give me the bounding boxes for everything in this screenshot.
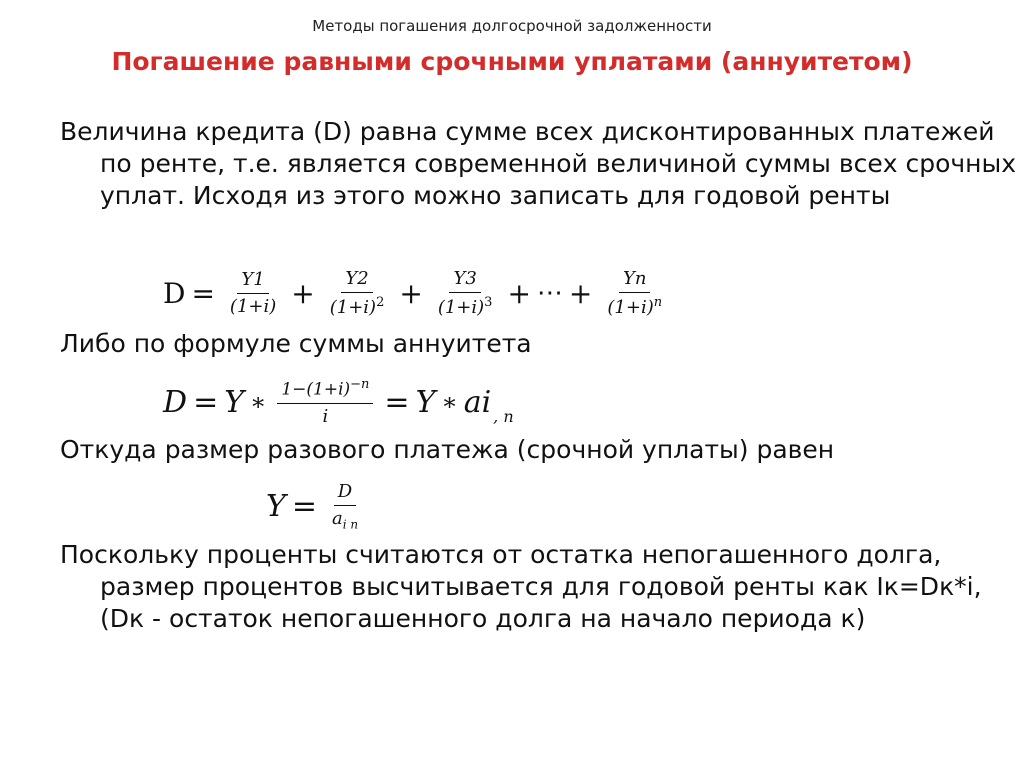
formula2-times-1: ∗ (250, 388, 267, 416)
term3-exponent: 3 (484, 295, 493, 310)
formula1-plus-3: + (507, 276, 531, 310)
term2-denominator: (1+i) (329, 297, 377, 318)
termn-denominator: (1+i) (607, 297, 654, 318)
formula3-lhs: Y (266, 488, 286, 524)
formula3-equals: = (291, 488, 317, 524)
formula2-equals: = (193, 384, 219, 420)
paragraph-annuity-formula: Либо по формуле суммы аннуитета (60, 329, 532, 358)
formula1-plus-2: + (399, 276, 423, 310)
paragraph-interest: Поскольку проценты считаются от остатка непогашенного долга, размер процентов высчитывается для годовой ренты как Iк=Dк*i, (Dк - остаток непогашенного долга на начало периода к) (60, 540, 982, 633)
formula2-numerator-exponent: −n (350, 377, 370, 393)
slide-title: Погашение равными срочными уплатами (аннуитетом) (111, 47, 913, 76)
formula2-y: Y (224, 384, 245, 420)
formula2-y-2: Y (415, 384, 436, 420)
formula-discounted-sum (163, 258, 671, 328)
formula2-fraction (277, 377, 373, 427)
formula-annuity (163, 366, 514, 438)
termn-exponent: n (653, 295, 663, 310)
formula2-times-2: ∗ (441, 388, 458, 416)
formula2-equals-2: = (384, 384, 410, 420)
formula3-fraction (328, 481, 362, 532)
term1-denominator: (1+i) (229, 296, 277, 317)
termn-numerator: Yn (619, 268, 650, 293)
formula2-ai-subscript: , n (493, 406, 514, 426)
paragraph-loan-definition: Величина кредита (D) равна сумме всех дисконтированных платежей по ренте, т.е. является современной величиной суммы всех срочных уплат. Исходя из этого можно записать для годовой ренты (60, 117, 1017, 210)
formula1-lhs: D (163, 276, 186, 310)
formula1-equals: = (191, 276, 215, 310)
formula1-ellipsis: ⋯ (536, 278, 563, 308)
formula-payment (266, 474, 367, 538)
formula2-ai: ai (463, 384, 492, 420)
formula1-term-n (603, 268, 666, 318)
formula3-denominator-subscript: i n (342, 517, 359, 532)
formula1-term-3 (434, 268, 497, 318)
formula1-plus-1: + (291, 276, 315, 310)
term1-numerator: Y1 (237, 269, 268, 294)
paragraph-single-payment: Откуда размер разового платежа (срочной уплаты) равен (60, 435, 835, 464)
term3-denominator: (1+i) (437, 297, 485, 318)
term3-numerator: Y3 (449, 268, 480, 293)
formula2-numerator: 1−(1+i) (281, 379, 351, 400)
formula1-plus-4: + (568, 276, 593, 310)
formula3-denominator: a (331, 507, 343, 529)
formula1-term-2 (326, 268, 389, 318)
supertitle: Методы погашения долгосрочной задолженности (312, 17, 712, 35)
formula1-term-1 (226, 269, 280, 317)
term2-numerator: Y2 (341, 268, 372, 293)
formula2-lhs: D (163, 384, 188, 420)
formula3-numerator: D (334, 481, 356, 506)
formula2-denominator: i (322, 405, 329, 427)
term2-exponent: 2 (376, 295, 385, 310)
